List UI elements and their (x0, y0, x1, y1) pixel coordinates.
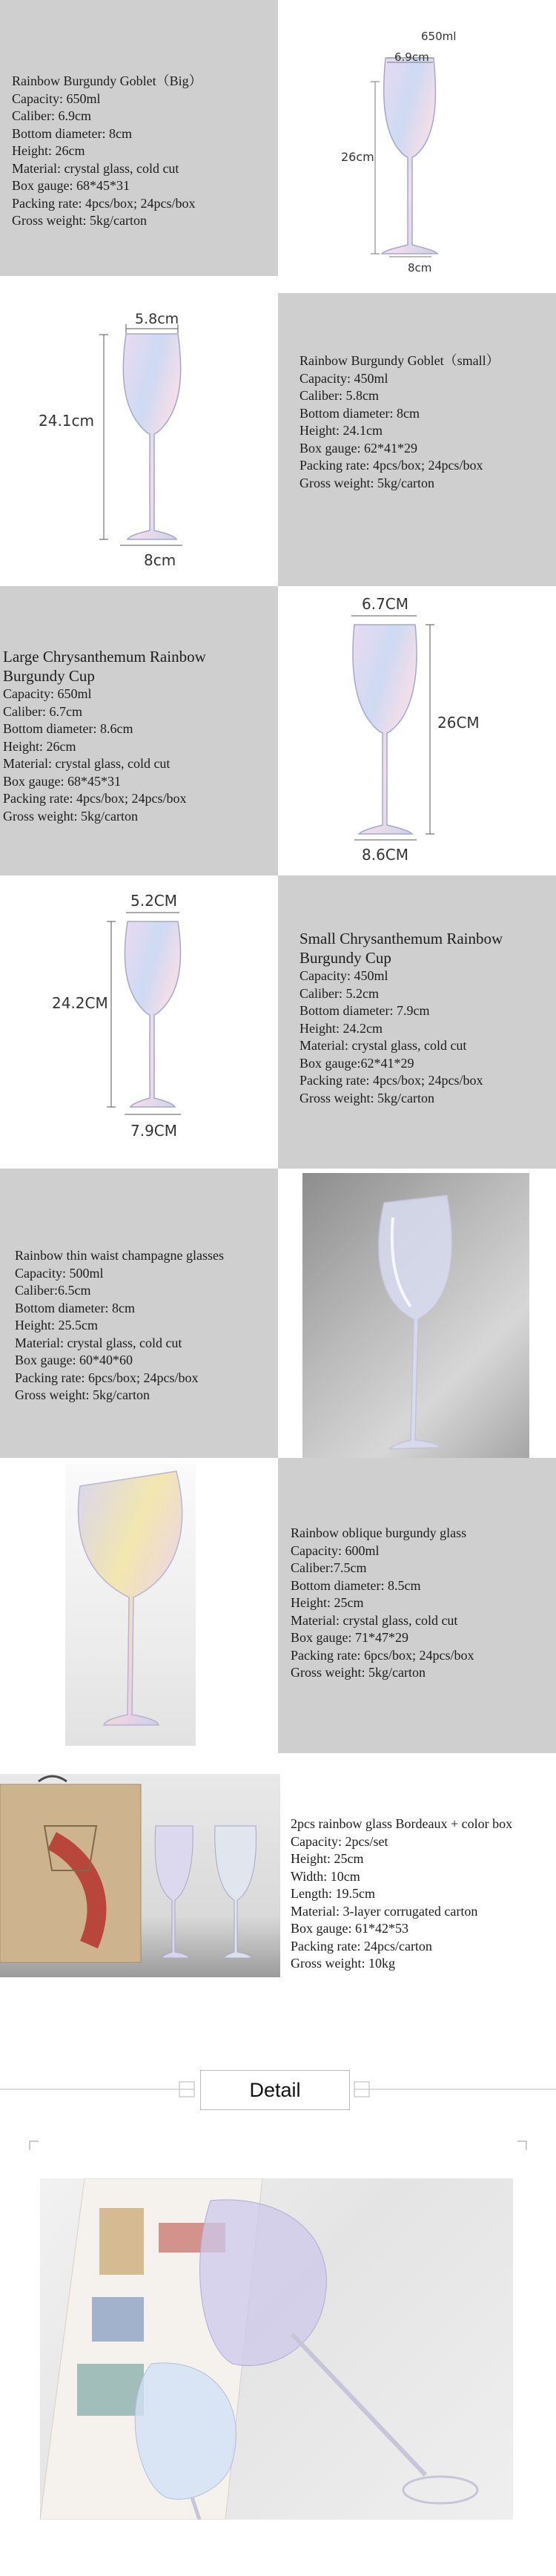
product-block-3 (0, 586, 556, 875)
bottom-diameter-label: 7.9CM (130, 1122, 178, 1140)
champagne-glass-photo (302, 1173, 529, 1458)
product-title: Rainbow Burgundy Goblet（small） (299, 353, 500, 368)
spec-line: Height: 24.2cm (299, 1020, 383, 1036)
spec-line: Packing rate: 4pcs/box; 24pcs/box (12, 195, 196, 211)
spec-line: Bottom diameter: 8cm (12, 125, 132, 141)
spec-line: Caliber:6.5cm (15, 1283, 91, 1298)
spec-line: Box gauge: 68*45*31 (12, 178, 130, 193)
product-title: Rainbow oblique burgundy glass (291, 1525, 467, 1540)
spec-line: Caliber: 5.2cm (299, 985, 379, 1001)
height-label: 26cm (341, 150, 374, 164)
spec-line: Gross weight: 5kg/carton (3, 808, 138, 824)
spec-line: Gross weight: 5kg/carton (12, 213, 147, 228)
spec-line: Material: crystal glass, cold cut (299, 1038, 467, 1053)
detail-label: Detail (249, 2078, 301, 2101)
spec-line: Capacity: 450ml (299, 968, 388, 983)
spec-line: Length: 19.5cm (291, 1886, 375, 1901)
bottom-diameter-label: 8cm (408, 261, 432, 275)
spec-line: Bottom diameter: 7.9cm (299, 1003, 430, 1018)
product-block-5 (0, 1169, 556, 1458)
glass-diagram-1 (0, 0, 556, 276)
spec-line: Box gauge:62*41*29 (299, 1055, 414, 1071)
spec-line: Box gauge: 71*47*29 (291, 1630, 408, 1645)
spec-line: Capacity: 650ml (12, 91, 101, 106)
spec-line: Height: 24.1cm (299, 423, 383, 438)
spec-line: Gross weight: 5kg/carton (291, 1665, 426, 1680)
spec-line: Gross weight: 10kg (291, 1956, 395, 1971)
product-block-1 (0, 0, 556, 276)
height-label: 26CM (437, 714, 480, 732)
spec-line: Height: 26cm (3, 738, 76, 754)
spec-line: Bottom diameter: 8.5cm (291, 1577, 421, 1593)
product-title: Rainbow thin waist champagne glasses (15, 1248, 224, 1263)
oblique-glass-photo (65, 1464, 196, 1746)
spec-line: Capacity: 600ml (291, 1542, 380, 1558)
height-label: 24.1cm (39, 412, 95, 430)
spec-line: Material: crystal glass, cold cut (15, 1335, 182, 1350)
top-diameter-label: 6.7CM (362, 595, 409, 613)
product-block-7 (0, 1753, 556, 2029)
product-block-4 (0, 875, 556, 1169)
spec-line: Gross weight: 5kg/carton (15, 1387, 150, 1402)
glass-diagram-4 (0, 875, 556, 1169)
spec-line: Material: crystal glass, cold cut (12, 160, 179, 176)
spec-line: Material: crystal glass, cold cut (291, 1612, 458, 1628)
spec-text-6 (291, 1525, 474, 1682)
top-diameter-label: 5.8cm (135, 311, 179, 327)
bottom-diameter-label: 8cm (144, 551, 176, 569)
spec-text-7 (291, 1816, 512, 1973)
capacity-label: 650ml (421, 30, 457, 43)
spec-line: Caliber:7.5cm (291, 1560, 367, 1575)
spec-line: Bottom diameter: 8.6cm (3, 721, 133, 736)
spec-line: Caliber: 5.8cm (299, 388, 379, 403)
product-block-2 (0, 293, 556, 586)
spec-line: Gross weight: 5kg/carton (299, 1090, 434, 1105)
spec-line: Packing rate: 6pcs/box; 24pcs/box (291, 1647, 474, 1663)
spec-line: Width: 10cm (291, 1868, 360, 1884)
spec-line: Bottom diameter: 8cm (299, 405, 420, 421)
spec-line: Packing rate: 24pcs/carton (291, 1938, 432, 1954)
spec-line: Capacity: 2pcs/set (291, 1833, 388, 1849)
spec-line: Capacity: 450ml (299, 370, 388, 386)
spec-line: Packing rate: 4pcs/box; 24pcs/box (3, 791, 187, 806)
spec-line: Packing rate: 6pcs/box; 24pcs/box (15, 1370, 199, 1385)
spec-line: Box gauge: 61*42*53 (291, 1921, 408, 1936)
product-block-6 (0, 1458, 556, 1753)
spec-line: Packing rate: 4pcs/box; 24pcs/box (299, 458, 483, 473)
bottom-diameter-label: 8.6CM (362, 846, 409, 864)
top-diameter-label: 5.2CM (130, 892, 178, 910)
product-title: Large Chrysanthemum Rainbow Burgundy Cup (3, 648, 206, 685)
glass-diagram-2 (0, 293, 556, 586)
spec-line: Capacity: 500ml (15, 1265, 104, 1281)
spec-text-5 (15, 1247, 224, 1404)
spec-line: Caliber: 6.9cm (12, 108, 91, 123)
product-title: Rainbow Burgundy Goblet（Big） (12, 73, 202, 88)
spec-line: Bottom diameter: 8cm (15, 1300, 135, 1315)
spec-line: Box gauge: 60*40*60 (15, 1353, 133, 1367)
spec-line: Caliber: 6.7cm (3, 703, 82, 719)
spec-line: Box gauge: 68*45*31 (3, 773, 121, 789)
spec-line: Height: 26cm (12, 143, 85, 158)
product-title: 2pcs rainbow glass Bordeaux + color box (291, 1816, 513, 1831)
spec-line: Box gauge: 62*41*29 (299, 440, 417, 456)
spec-line: Height: 25cm (291, 1851, 364, 1866)
spec-line: Packing rate: 4pcs/box; 24pcs/box (299, 1073, 483, 1088)
spec-line: Height: 25.5cm (15, 1318, 98, 1333)
top-diameter-label: 6.9cm (394, 50, 429, 64)
gift-box-photo (0, 1774, 280, 1977)
spec-line: Material: crystal glass, cold cut (3, 756, 171, 771)
spec-line: Height: 25cm (291, 1595, 364, 1610)
height-label: 24.2CM (52, 994, 108, 1012)
detail-heading (200, 2070, 350, 2110)
detail-photo (40, 2178, 513, 2520)
spec-line: Gross weight: 5kg/carton (299, 475, 434, 490)
product-title: Small Chrysanthemum Rainbow Burgundy Cup (299, 930, 503, 967)
spec-line: Material: 3-layer corrugated carton (291, 1903, 478, 1919)
spec-line: Capacity: 650ml (3, 686, 92, 701)
